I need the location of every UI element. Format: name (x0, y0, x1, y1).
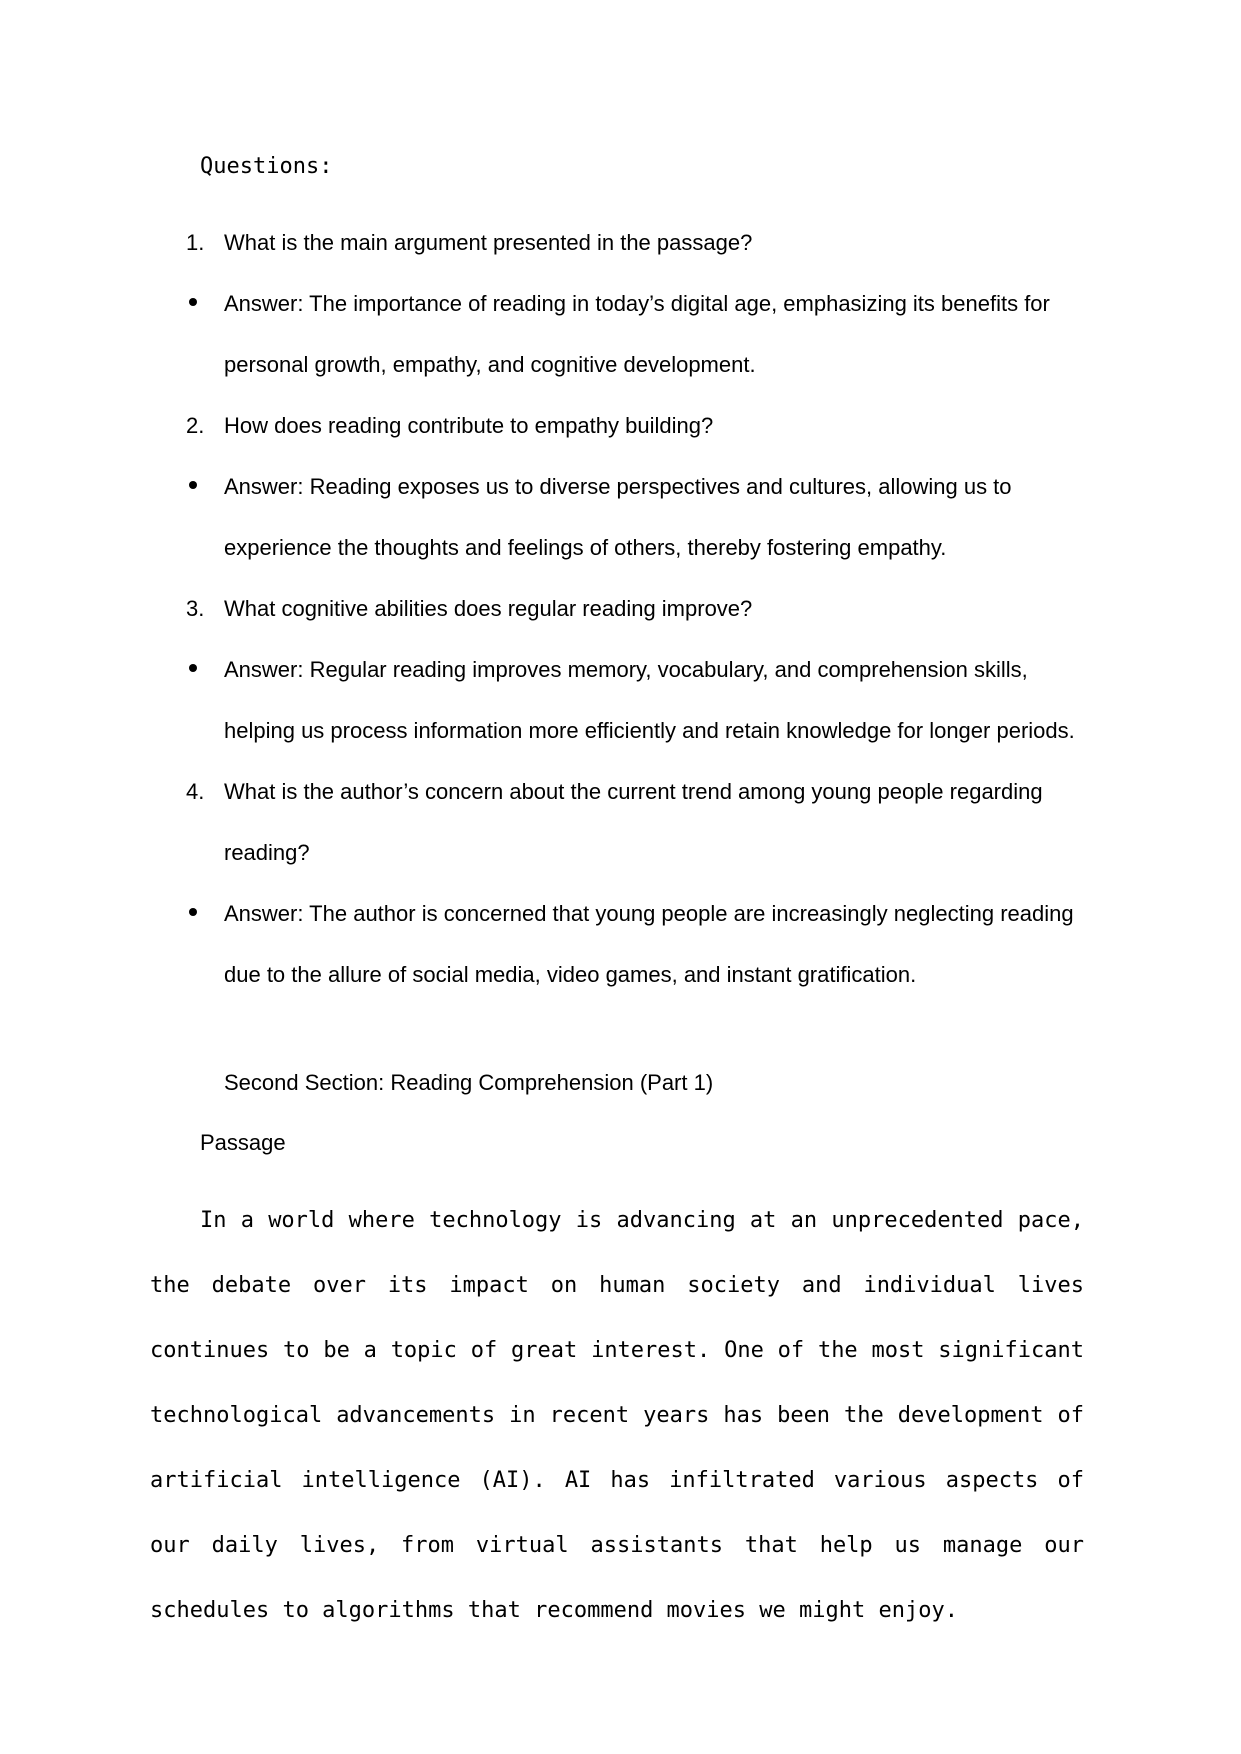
list-number: 3. (186, 596, 205, 621)
question-item (180, 212, 1100, 273)
question-item (180, 578, 1100, 639)
list-number: 2. (186, 413, 205, 438)
questions-heading: Questions: (200, 154, 333, 179)
answer-text: Answer: Reading exposes us to diverse perspectives and cultures, allowing us to experience the thoughts and feelings of others, thereby fostering empathy. (224, 474, 1012, 560)
passage-body: In a world where technology is advancing at an unprecedented pace, the debate over its impact on human society and individual lives continues to be a topic of great interest. One of the most significant technological advancements in recent years has been the development of artificial intelligence (AI). AI has infiltrated various aspects of our daily lives, from virtual assistants that help us manage our schedules to algorithms that recommend movies we might enjoy. (150, 1208, 1084, 1623)
answer-text: Answer: Regular reading improves memory, vocabulary, and comprehension skills, helping us process information more efficiently and retain knowledge for longer periods. (224, 657, 1075, 743)
answer-item (180, 456, 1100, 578)
passage-label: Passage (200, 1130, 286, 1155)
question-item (180, 761, 1100, 883)
answer-text: Answer: The author is concerned that young people are increasingly neglecting reading due to the allure of social media, video games, and instant gratification. (224, 901, 1074, 987)
answer-text: Answer: The importance of reading in today’s digital age, emphasizing its benefits for personal growth, empathy, and cognitive development. (224, 291, 1050, 377)
question-text: How does reading contribute to empathy building? (224, 413, 714, 438)
bullet-icon (189, 908, 197, 916)
bullet-icon (189, 664, 197, 672)
list-number: 4. (186, 779, 205, 804)
question-text: What is the main argument presented in the passage? (224, 230, 753, 255)
question-text: What is the author’s concern about the current trend among young people regarding reading? (224, 779, 1043, 865)
list-number: 1. (186, 230, 205, 255)
question-item (180, 395, 1100, 456)
section-title: Second Section: Reading Comprehension (Part 1) (224, 1070, 714, 1095)
answer-item (180, 883, 1100, 1005)
bullet-icon (189, 298, 197, 306)
question-text: What cognitive abilities does regular reading improve? (224, 596, 753, 621)
answer-item (180, 273, 1100, 395)
answer-item (180, 639, 1100, 761)
bullet-icon (189, 481, 197, 489)
qa-list (180, 212, 1100, 1005)
